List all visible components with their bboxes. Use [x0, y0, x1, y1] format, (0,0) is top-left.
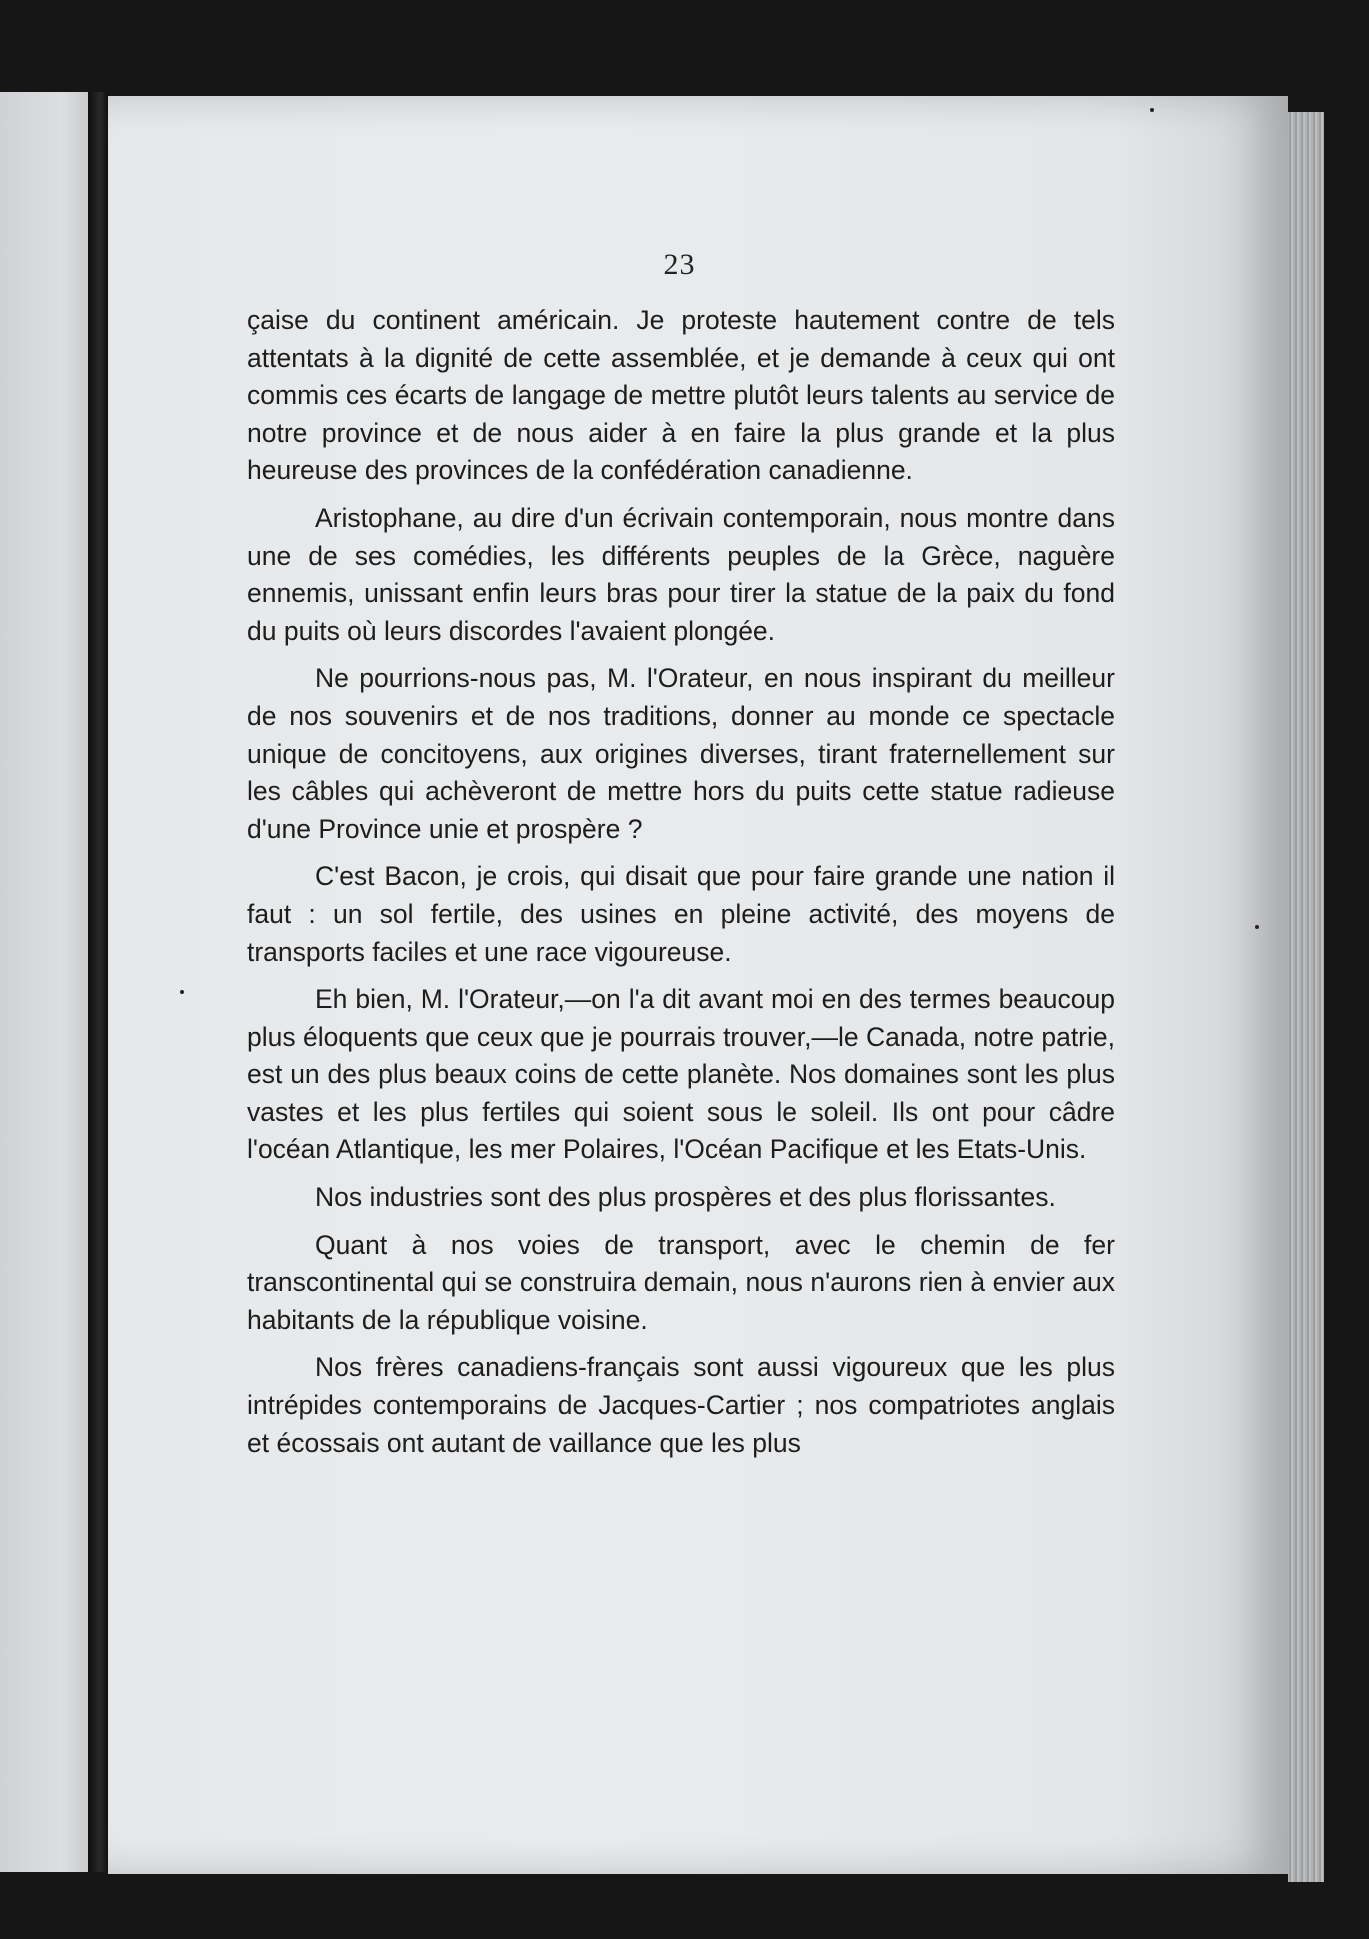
- facing-page-edge: [0, 92, 88, 1872]
- paragraph: C'est Bacon, je crois, qui disait que pour faire grande une nation il faut : un sol fertile, des usines en pleine activité, des moyens de transports faciles et une race vigoureuse.: [247, 861, 1115, 967]
- body-text: [247, 302, 1115, 1462]
- paragraph: Ne pourrions-nous pas, M. l'Orateur, en nous inspirant du meilleur de nos souvenirs et de nos traditions, donner au monde ce spectacle unique de concitoyens, aux origines diverses, tirant fraternellement sur les câbles qui achèveront de mettre hors du puits cette statue radieuse d'une Province unie et prospère ?: [247, 663, 1115, 844]
- paragraph: Eh bien, M. l'Orateur,—on l'a dit avant moi en des termes beaucoup plus éloquents que ceux que je pourrais trouver,—le Canada, notre patrie, est un des plus beaux coins de cette planète. Nos domaines sont les plus vastes et les plus fertiles qui soient sous le soleil. Ils ont pour câdre l'océan Atlantique, les mer Polaires, l'Océan Pacifique et les Etats-Unis.: [247, 984, 1115, 1165]
- page-number: 23: [663, 248, 696, 281]
- scan-speck: [1255, 925, 1259, 929]
- paragraph: Quant à nos voies de transport, avec le chemin de fer transcontinental qui se construira demain, nous n'aurons rien à envier aux habitants de la république voisine.: [247, 1229, 1115, 1335]
- paragraph: Nos frères canadiens-français sont aussi vigoureux que les plus intrépides contemporains de Jacques-Cartier ; nos compatriotes anglais et écossais ont autant de vaillance que les plus: [247, 1352, 1115, 1458]
- page-stack-edge: [1288, 112, 1324, 1882]
- paragraph: Nos industries sont des plus prospères et des plus florissantes.: [315, 1182, 1056, 1213]
- scan-speck: [1150, 108, 1154, 112]
- book-binding: [88, 92, 108, 1872]
- paragraph: Aristophane, au dire d'un écrivain contemporain, nous montre dans une de ses comédies, les différents peuples de la Grèce, naguère ennemis, unissant enfin leurs bras pour tirer la statue de la paix du fond du puits où leurs discordes l'avaient plongée.: [247, 502, 1115, 646]
- paragraph: çaise du continent américain. Je proteste hautement contre de tels attentats à la dignité de cette assemblée, et je demande à ceux qui ont commis ces écarts de langage de mettre plutôt leurs talents au service de notre province et de nous aider à en faire la plus grande et la plus heureuse des provinces de la confédération canadienne.: [247, 305, 1115, 486]
- scan-speck: [180, 990, 184, 994]
